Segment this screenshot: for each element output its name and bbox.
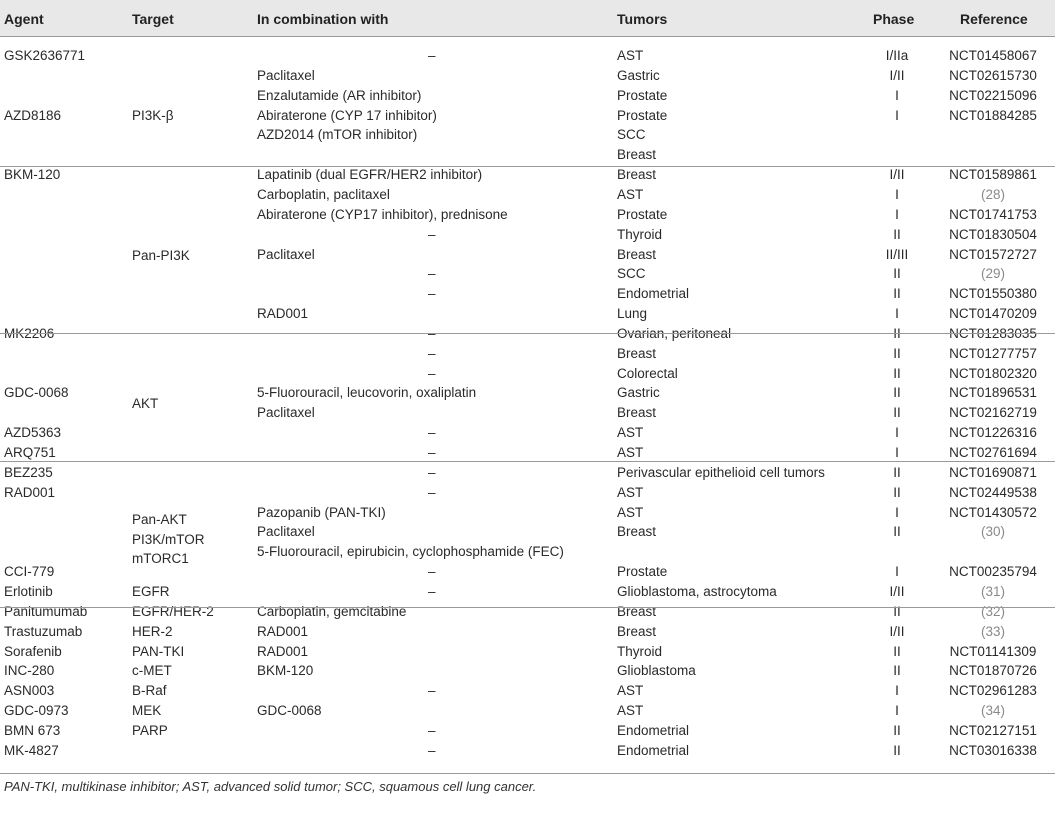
- reference-cell: NCT01277757: [949, 345, 1037, 361]
- reference-citation-link[interactable]: (33): [980, 623, 1005, 639]
- combination-cell: RAD001: [257, 623, 309, 639]
- tumor-cell: Breast: [617, 147, 657, 163]
- agent-cell: Panitumumab: [4, 603, 88, 619]
- phase-cell: II: [893, 484, 901, 500]
- target-cell: B-Raf: [132, 683, 167, 699]
- reference-citation-link[interactable]: (28): [980, 186, 1005, 202]
- reference-cell: NCT01572727: [949, 246, 1037, 262]
- combination-cell: RAD001: [257, 643, 309, 659]
- table-row: [0, 167, 1055, 187]
- combination-cell: Abiraterone (CYP17 inhibitor), prednisone: [257, 206, 508, 222]
- phase-cell: I/IIa: [885, 48, 909, 63]
- table-row: [0, 346, 1055, 366]
- agent-cell: RAD001: [4, 484, 56, 500]
- tumor-cell: AST: [617, 425, 644, 441]
- phase-cell: I: [895, 703, 899, 719]
- combination-cell: –: [428, 683, 436, 699]
- reference-citation-link[interactable]: (32): [980, 603, 1005, 619]
- phase-cell: II: [893, 345, 901, 361]
- target-cell: MEK: [132, 703, 162, 719]
- agent-cell: INC-280: [4, 663, 55, 679]
- combination-cell: Paclitaxel: [257, 524, 315, 540]
- phase-cell: I: [895, 425, 899, 441]
- table-row: [0, 88, 1055, 108]
- tumor-cell: AST: [617, 484, 644, 500]
- reference-cell: NCT01830504: [949, 226, 1037, 242]
- tumor-cell: Prostate: [617, 107, 668, 123]
- phase-cell: I: [895, 87, 899, 103]
- phase-cell: I: [895, 564, 899, 580]
- table-row: [0, 584, 1055, 604]
- tumor-cell: AST: [617, 186, 644, 202]
- reference-cell: NCT01226316: [949, 425, 1037, 441]
- combination-cell: Paclitaxel: [257, 246, 315, 262]
- group-target-label: Pan-AKT: [132, 512, 187, 527]
- reference-cell: NCT02162719: [949, 405, 1037, 421]
- target-cell: c-MET: [132, 663, 172, 679]
- reference-cell: NCT01589861: [949, 167, 1037, 183]
- header-agent: Agent: [4, 11, 44, 27]
- phase-cell: I: [895, 186, 899, 202]
- table-row: [0, 326, 1055, 346]
- agent-cell: BMN 673: [4, 722, 61, 738]
- phase-cell: I: [895, 206, 899, 222]
- reference-citation-link[interactable]: (29): [980, 266, 1005, 282]
- reference-citation-link[interactable]: (30): [980, 524, 1005, 540]
- combination-cell: –: [428, 325, 436, 341]
- agent-cell: AZD8186: [4, 107, 62, 123]
- agent-cell: AZD5363: [4, 425, 62, 441]
- agent-cell: MK-4827: [4, 742, 59, 758]
- combination-cell: RAD001: [257, 306, 309, 322]
- agent-cell: ASN003: [4, 683, 55, 699]
- group-separator: [0, 461, 1055, 462]
- tumor-cell: AST: [617, 683, 644, 699]
- table-row: [0, 187, 1055, 207]
- reference-cell: NCT02761694: [949, 445, 1037, 460]
- phase-cell: II: [893, 464, 901, 480]
- phase-cell: I/II: [889, 67, 905, 83]
- combination-cell: Paclitaxel: [257, 405, 315, 421]
- group-target-label: PI3K-β: [132, 108, 174, 123]
- tumor-cell: Glioblastoma: [617, 663, 696, 679]
- combination-cell: BKM-120: [257, 663, 314, 679]
- tumor-cell: Prostate: [617, 564, 668, 580]
- phase-cell: II: [893, 643, 901, 659]
- tumor-cell: Endometrial: [617, 722, 690, 738]
- table-row: [0, 366, 1055, 386]
- phase-cell: II: [893, 325, 901, 341]
- table-row: [0, 564, 1055, 584]
- reference-cell: NCT01870726: [949, 663, 1037, 679]
- reference-cell: NCT01141309: [949, 643, 1037, 659]
- table-row: [0, 147, 1055, 167]
- header-phase: Phase: [873, 11, 915, 27]
- table-row: [0, 425, 1055, 445]
- combination-cell: –: [428, 464, 436, 480]
- header-combination: In combination with: [257, 11, 389, 27]
- target-cell: HER-2: [132, 623, 173, 639]
- tumor-cell: Breast: [617, 345, 657, 361]
- tumor-cell: Perivascular epithelioid cell tumors: [617, 464, 825, 480]
- tumor-cell: AST: [617, 504, 644, 520]
- reference-cell: NCT01690871: [949, 464, 1037, 480]
- combination-cell: Pazopanib (PAN-TKI): [257, 504, 386, 520]
- agent-cell: BKM-120: [4, 167, 61, 183]
- agent-cell: BEZ235: [4, 464, 53, 480]
- table-row: [0, 485, 1055, 505]
- agent-cell: Sorafenib: [4, 643, 62, 659]
- table-row: [0, 207, 1055, 227]
- phase-cell: I/II: [889, 583, 905, 599]
- tumor-cell: AST: [617, 445, 644, 460]
- tumor-cell: Prostate: [617, 206, 668, 222]
- tumor-cell: Breast: [617, 167, 657, 183]
- phase-cell: II: [893, 385, 901, 401]
- combination-cell: Enzalutamide (AR inhibitor): [257, 87, 422, 103]
- table-row: [0, 266, 1055, 286]
- reference-cell: NCT01802320: [949, 365, 1037, 381]
- phase-cell: II/III: [885, 246, 909, 262]
- group-target-label: Pan-PI3K: [132, 248, 190, 263]
- reference-cell: NCT02215096: [949, 87, 1037, 103]
- phase-cell: II: [893, 524, 901, 540]
- reference-cell: NCT02615730: [949, 67, 1037, 83]
- agent-cell: GDC-0068: [4, 385, 69, 401]
- table-row: [0, 723, 1055, 743]
- tumor-cell: Colorectal: [617, 365, 678, 381]
- tumor-cell: Glioblastoma, astrocytoma: [617, 583, 777, 599]
- target-cell: EGFR/HER-2: [132, 603, 214, 619]
- group-target-label: mTORC1: [132, 551, 189, 566]
- combination-cell: –: [428, 345, 436, 361]
- combination-cell: –: [428, 445, 436, 460]
- table-row: [0, 663, 1055, 683]
- combination-cell: –: [428, 722, 436, 738]
- table-row: [0, 286, 1055, 306]
- reference-cell: NCT02127151: [949, 722, 1037, 738]
- reference-cell: NCT00235794: [949, 564, 1037, 580]
- phase-cell: II: [893, 266, 901, 282]
- combination-cell: –: [428, 742, 436, 758]
- combination-cell: –: [428, 48, 436, 63]
- table-row: [0, 743, 1055, 763]
- combination-cell: Lapatinib (dual EGFR/HER2 inhibitor): [257, 167, 483, 183]
- table-row: [0, 68, 1055, 88]
- reference-cell: NCT02449538: [949, 484, 1037, 500]
- combination-cell: –: [428, 564, 436, 580]
- header-target: Target: [132, 11, 174, 27]
- tumor-cell: Prostate: [617, 87, 668, 103]
- reference-cell: NCT01470209: [949, 306, 1037, 322]
- table-row: [0, 127, 1055, 147]
- combination-cell: Carboplatin, paclitaxel: [257, 186, 390, 202]
- phase-cell: I: [895, 445, 899, 460]
- combination-cell: Abiraterone (CYP 17 inhibitor): [257, 107, 437, 123]
- tumor-cell: SCC: [617, 266, 646, 282]
- reference-cell: NCT01430572: [949, 504, 1037, 520]
- tumor-cell: Breast: [617, 405, 657, 421]
- table-row: [0, 227, 1055, 247]
- combination-cell: Paclitaxel: [257, 67, 315, 83]
- combination-cell: –: [428, 266, 436, 282]
- agent-cell: GSK2636771: [4, 48, 86, 63]
- reference-cell: NCT01884285: [949, 107, 1037, 123]
- table-row: [0, 48, 1055, 68]
- tumor-cell: Endometrial: [617, 286, 690, 302]
- combination-cell: –: [428, 484, 436, 500]
- tumor-cell: Ovarian, peritoneal: [617, 325, 732, 341]
- phase-cell: II: [893, 365, 901, 381]
- reference-cell: NCT01741753: [949, 206, 1037, 222]
- phase-cell: II: [893, 603, 901, 619]
- combination-cell: –: [428, 425, 436, 441]
- table-row: [0, 306, 1055, 326]
- reference-cell: NCT01896531: [949, 385, 1037, 401]
- target-cell: EGFR: [132, 583, 170, 599]
- tumor-cell: Endometrial: [617, 742, 690, 758]
- table-row: [0, 465, 1055, 485]
- agent-cell: GDC-0973: [4, 703, 69, 719]
- table-row: [0, 703, 1055, 723]
- group-target-label: AKT: [132, 396, 159, 411]
- group-separator: [0, 166, 1055, 167]
- tumor-cell: AST: [617, 703, 644, 719]
- reference-cell: NCT02961283: [949, 683, 1037, 699]
- reference-cell: NCT01550380: [949, 286, 1037, 302]
- tumor-cell: Breast: [617, 603, 657, 619]
- group-separator: [0, 333, 1055, 334]
- phase-cell: II: [893, 663, 901, 679]
- combination-cell: AZD2014 (mTOR inhibitor): [257, 127, 418, 143]
- tumor-cell: Breast: [617, 623, 657, 639]
- agent-cell: Erlotinib: [4, 583, 53, 599]
- phase-cell: II: [893, 226, 901, 242]
- phase-cell: II: [893, 405, 901, 421]
- phase-cell: I: [895, 306, 899, 322]
- tumor-cell: AST: [617, 48, 644, 63]
- tumor-cell: Breast: [617, 246, 657, 262]
- phase-cell: II: [893, 722, 901, 738]
- header-tumors: Tumors: [617, 11, 668, 27]
- table-header: [0, 0, 1055, 37]
- table-footnote: PAN-TKI, multikinase inhibitor; AST, advanced solid tumor; SCC, squamous cell lung cancer.: [4, 779, 537, 794]
- combination-cell: GDC-0068: [257, 703, 322, 719]
- table-row: [0, 624, 1055, 644]
- tumor-cell: Lung: [617, 306, 648, 322]
- reference-cell: NCT01283035: [949, 325, 1037, 341]
- combination-cell: Carboplatin, gemcitabine: [257, 603, 407, 619]
- table-row: [0, 683, 1055, 703]
- combination-cell: –: [428, 583, 436, 599]
- header-reference: Reference: [960, 11, 1028, 27]
- group-separator: [0, 607, 1055, 608]
- phase-cell: I/II: [889, 623, 905, 639]
- target-cell: PARP: [132, 722, 168, 738]
- phase-cell: I: [895, 107, 899, 123]
- agent-cell: CCI-779: [4, 564, 55, 580]
- combination-cell: –: [428, 365, 436, 381]
- combination-cell: 5-Fluorouracil, leucovorin, oxaliplatin: [257, 385, 477, 401]
- phase-cell: II: [893, 286, 901, 302]
- phase-cell: I: [895, 504, 899, 520]
- reference-cell: NCT01458067: [949, 48, 1037, 63]
- tumor-cell: Thyroid: [617, 226, 663, 242]
- tumor-cell: Thyroid: [617, 643, 663, 659]
- combination-cell: –: [428, 286, 436, 302]
- phase-cell: II: [893, 742, 901, 758]
- combination-cell: 5-Fluorouracil, epirubicin, cyclophosphamide (FEC): [257, 544, 564, 560]
- reference-cell: NCT03016338: [949, 742, 1037, 758]
- agent-cell: ARQ751: [4, 445, 56, 460]
- agent-cell: Trastuzumab: [4, 623, 83, 639]
- target-cell: PAN-TKI: [132, 643, 185, 659]
- combination-cell: –: [428, 226, 436, 242]
- tumor-cell: Gastric: [617, 385, 660, 401]
- reference-citation-link[interactable]: (34): [980, 703, 1005, 719]
- tumor-cell: Gastric: [617, 67, 660, 83]
- phase-cell: I/II: [889, 167, 905, 183]
- tumor-cell: SCC: [617, 127, 646, 143]
- agent-cell: MK2206: [4, 325, 55, 341]
- table-row: [0, 644, 1055, 664]
- group-target-label: PI3K/mTOR: [132, 531, 205, 547]
- table-bottom-rule: [0, 773, 1055, 774]
- tumor-cell: Breast: [617, 524, 657, 540]
- phase-cell: I: [895, 683, 899, 699]
- reference-citation-link[interactable]: (31): [980, 583, 1005, 599]
